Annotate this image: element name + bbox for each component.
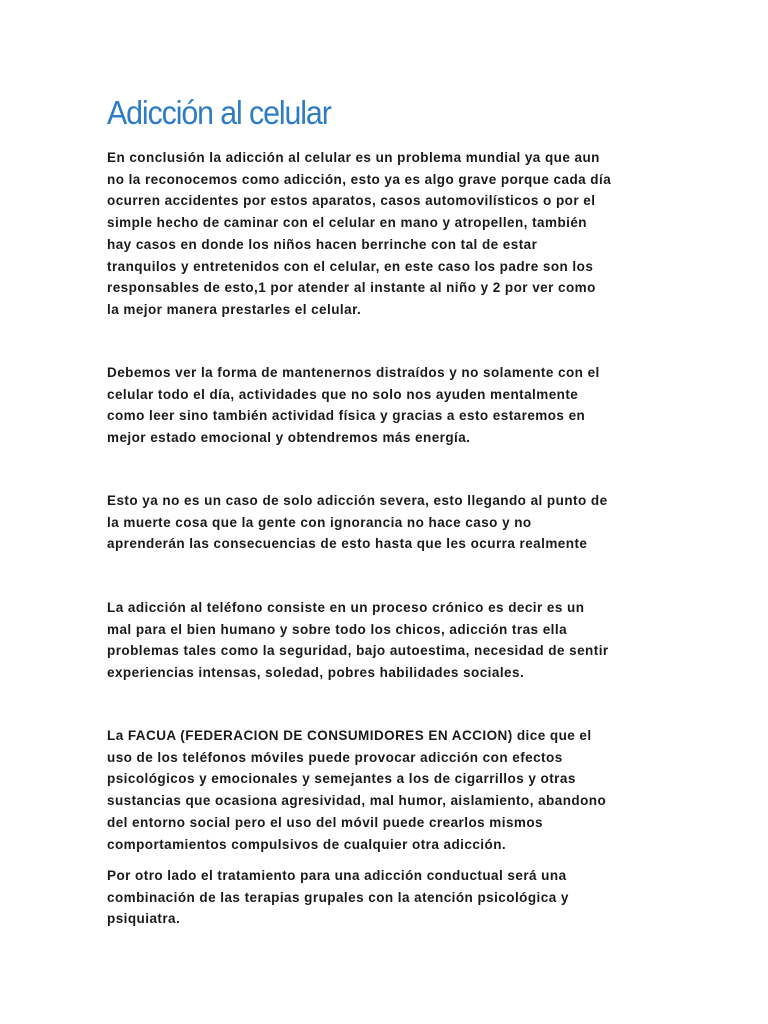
- text-line: Debemos ver la forma de mantenernos distraídos y no solamente con el: [107, 365, 600, 380]
- paragraph-treatment: [107, 865, 667, 930]
- paragraph-chronic-process: [107, 597, 667, 684]
- text-line: sustancias que ocasiona agresividad, mal humor, aislamiento, abandono: [107, 793, 607, 809]
- paragraph-severity: [107, 490, 667, 555]
- text-line: ocurren accidentes por estos aparatos, casos automovilísticos o por el: [107, 193, 596, 209]
- text-line: La adicción al teléfono consiste en un proceso crónico es decir es un: [107, 600, 585, 615]
- text-line: aprenderán las consecuencias de esto hasta que les ocurra realmente: [107, 536, 588, 552]
- text-line: La FACUA (FEDERACION DE CONSUMIDORES EN ACCION) dice que el: [107, 728, 592, 743]
- text-line: psiquiatra.: [107, 911, 181, 927]
- text-line: combinación de las terapias grupales con la atención psicológica y: [107, 889, 569, 905]
- text-line: tranquilos y entretenidos con el celular, en este caso los padre son los: [107, 258, 594, 274]
- text-line: responsables de esto,1 por atender al instante al niño y 2 por ver como: [107, 280, 596, 296]
- text-line: como leer sino también actividad física y gracias a esto estaremos en: [107, 408, 586, 424]
- text-line: problemas tales como la seguridad, bajo autoestima, necesidad de sentir: [107, 643, 609, 659]
- text-line: simple hecho de caminar con el celular en mano y atropellen, también: [107, 215, 587, 231]
- text-line: del entorno social pero el uso del móvil puede crearlos mismos: [107, 814, 544, 830]
- text-line: mal para el bien humano y sobre todo los chicos, adicción tras ella: [107, 621, 568, 637]
- text-line: Por otro lado el tratamiento para una adicción conductual será una: [107, 868, 567, 883]
- text-line: la muerte cosa que la gente con ignorancia no hace caso y no: [107, 514, 532, 530]
- text-line: En conclusión la adicción al celular es un problema mundial ya que aun: [107, 150, 600, 165]
- text-line: comportamientos compulsivos de cualquier otra adicción.: [107, 836, 507, 852]
- text-line: mejor estado emocional y obtendremos más energía.: [107, 430, 471, 446]
- paragraph-facua: [107, 725, 667, 855]
- text-line: no la reconocemos como adicción, esto ya es algo grave porque cada día: [107, 171, 612, 187]
- paragraph-distraction: [107, 362, 667, 449]
- paragraph-conclusion: [107, 147, 667, 321]
- text-line: Esto ya no es un caso de solo adicción severa, esto llegando al punto de: [107, 493, 608, 508]
- text-line: psicológicos y emocionales y semejantes a los de cigarrillos y otras: [107, 771, 576, 787]
- text-line: hay casos en donde los niños hacen berrinche con tal de estar: [107, 236, 538, 252]
- page-title: Adicción al celular: [107, 94, 331, 131]
- text-line: experiencias intensas, soledad, pobres habilidades sociales.: [107, 665, 525, 681]
- text-line: uso de los teléfonos móviles puede provocar adicción con efectos: [107, 749, 563, 765]
- text-line: celular todo el día, actividades que no solo nos ayuden mentalmente: [107, 386, 579, 402]
- text-line: la mejor manera prestarles el celular.: [107, 301, 362, 317]
